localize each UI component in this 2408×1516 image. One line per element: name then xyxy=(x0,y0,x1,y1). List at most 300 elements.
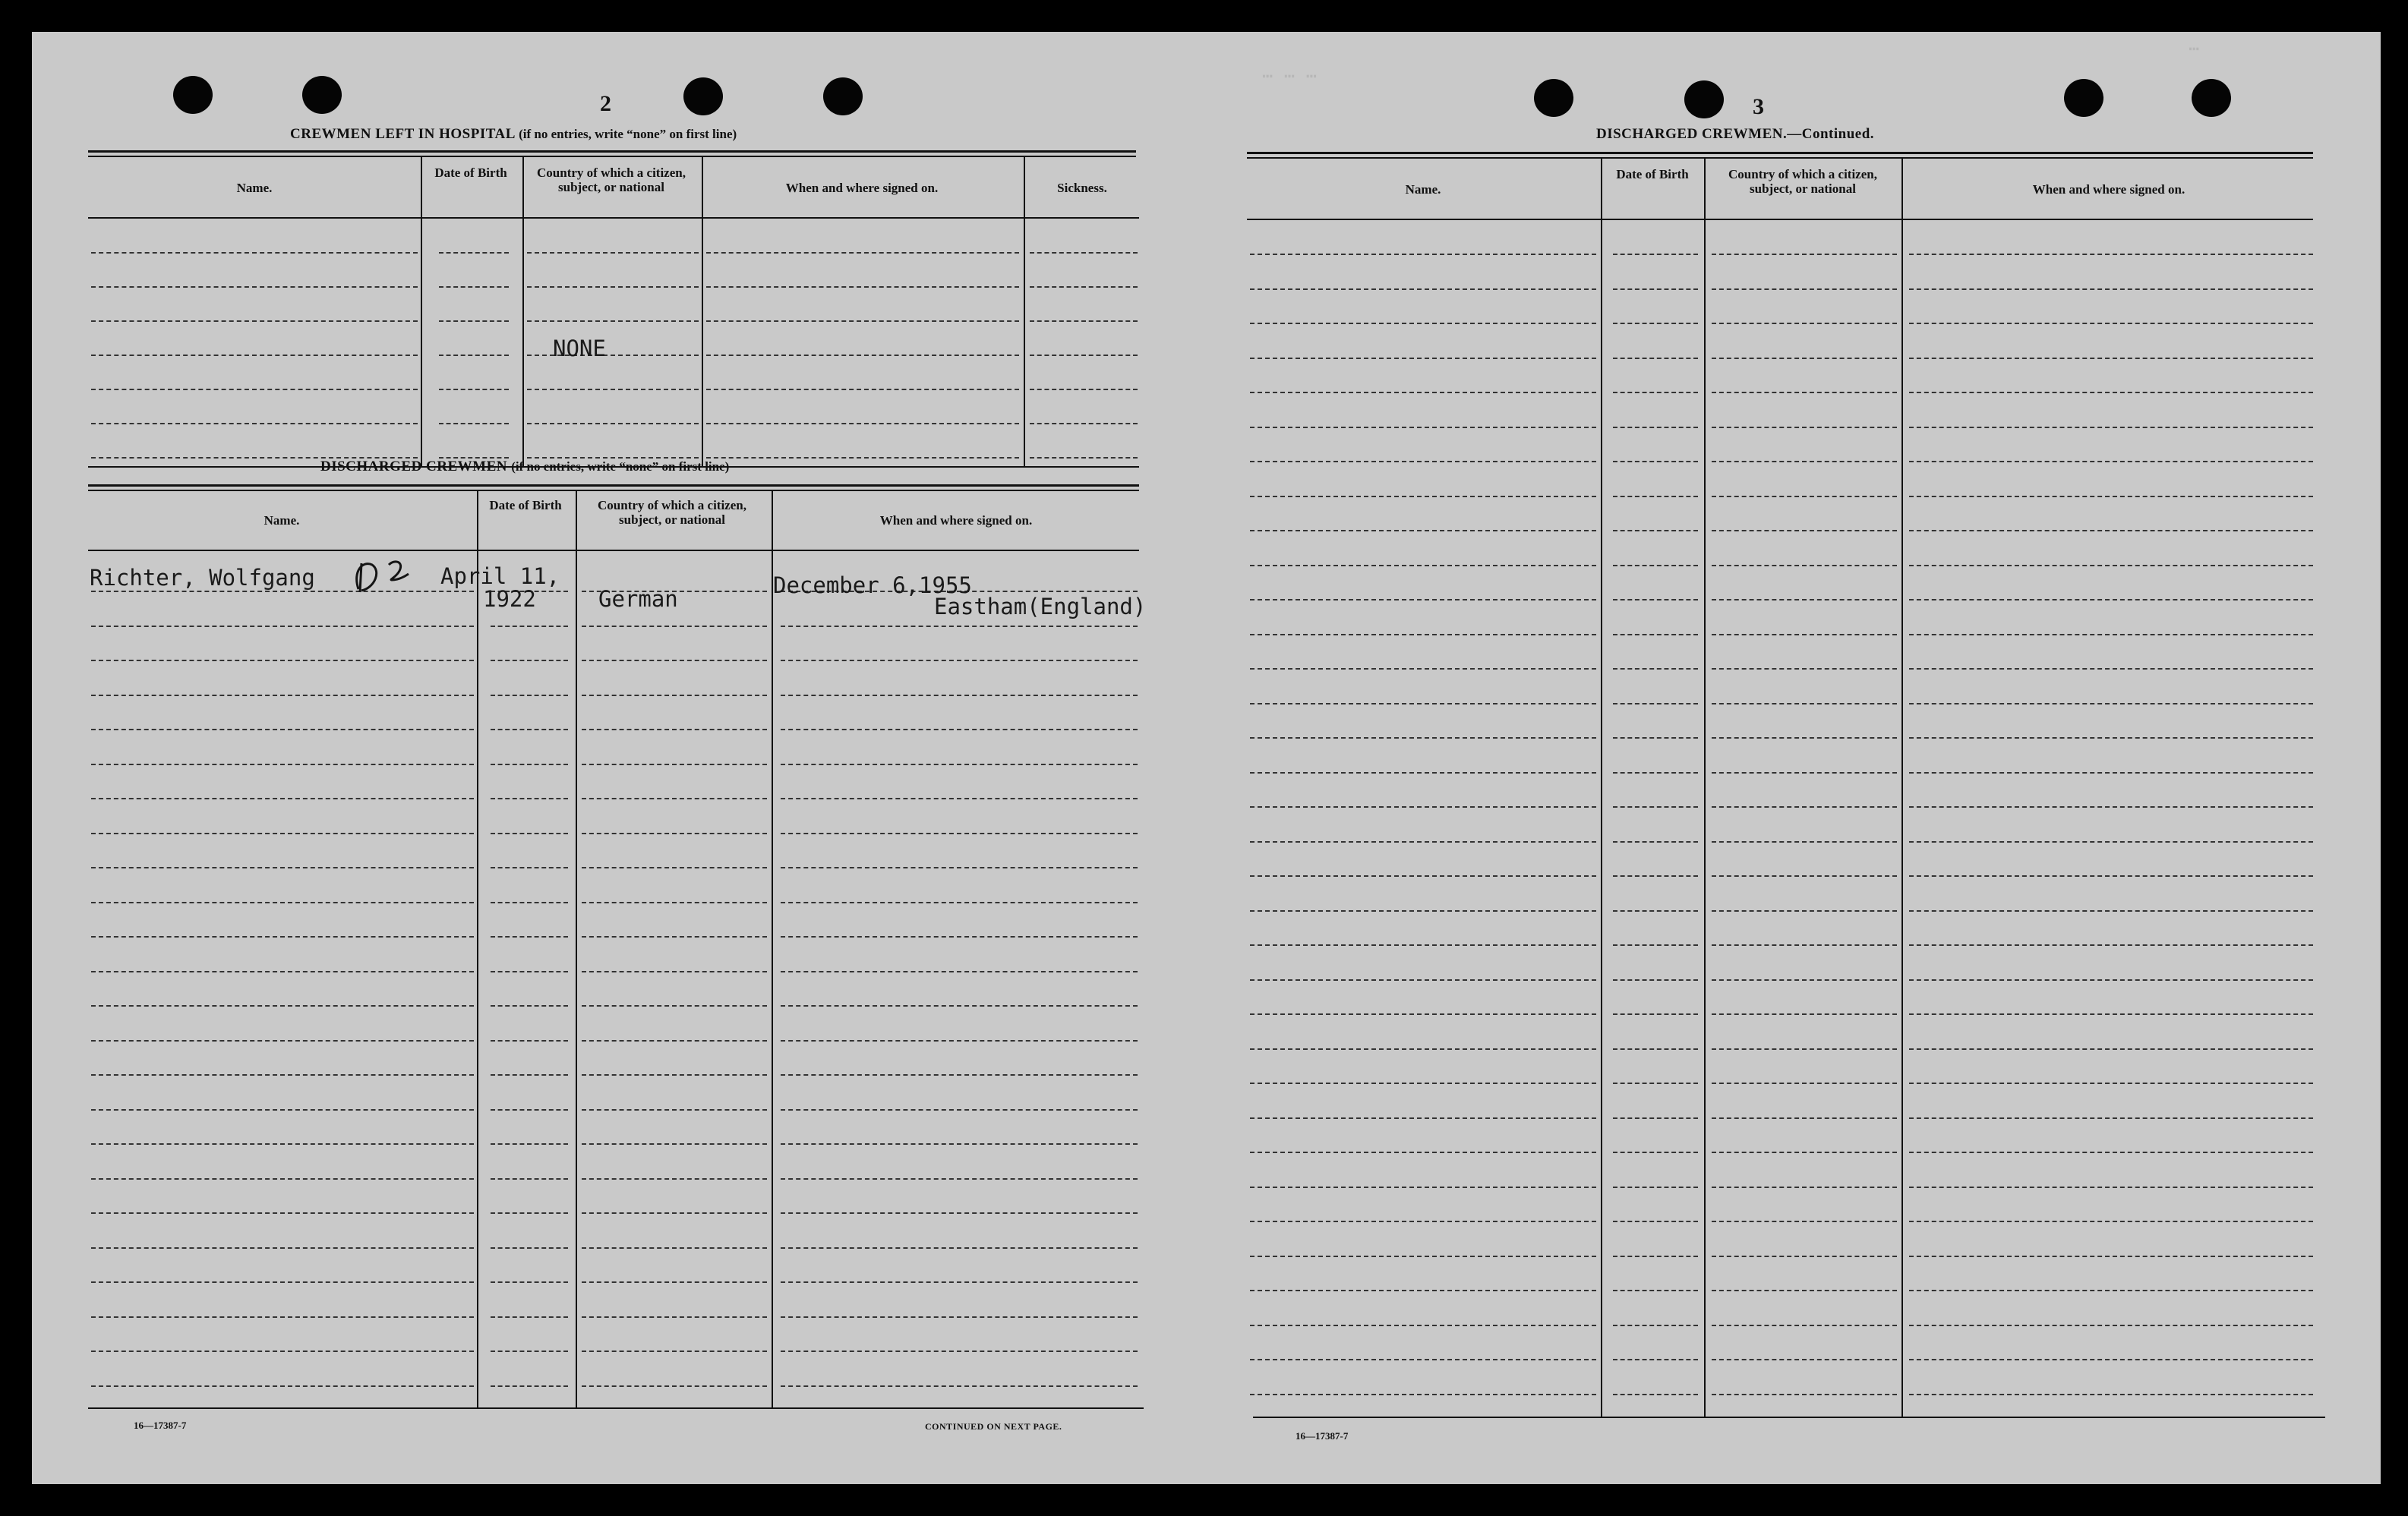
ruled-line xyxy=(1909,668,2313,670)
ruled-line xyxy=(781,833,1138,834)
ruled-line xyxy=(582,1005,767,1007)
ruled-line xyxy=(1613,910,1698,912)
ruled-line xyxy=(491,1247,568,1249)
ruled-line xyxy=(781,971,1138,972)
ruled-line xyxy=(1613,1394,1698,1395)
ruled-line xyxy=(91,252,418,254)
ruled-line xyxy=(1613,1325,1698,1326)
ruled-line xyxy=(1712,703,1897,704)
punch-hole xyxy=(173,76,213,114)
ruled-line xyxy=(439,320,509,322)
ruled-line xyxy=(91,936,474,938)
hospital-col-signed-on: When and where signed on. xyxy=(785,181,939,195)
ruled-line xyxy=(527,286,699,288)
ruled-line xyxy=(1909,427,2313,428)
crewman-signed-on-place: Eastham(England) xyxy=(934,594,1147,619)
ruled-line xyxy=(1250,530,1596,531)
ruled-line xyxy=(1613,565,1698,566)
hospital-none-entry: NONE xyxy=(553,336,606,361)
ruled-line xyxy=(1613,1013,1698,1015)
form-number-right: 16—17387-7 xyxy=(1296,1430,1349,1442)
continued-note: CONTINUED ON NEXT PAGE. xyxy=(925,1421,1062,1432)
page-number-left: 2 xyxy=(600,91,611,116)
ruled-line xyxy=(1030,423,1138,424)
ruled-line xyxy=(1613,358,1698,359)
ruled-line xyxy=(491,1385,568,1387)
ruled-line xyxy=(1909,461,2313,462)
ruled-line xyxy=(582,1385,767,1387)
ruled-line xyxy=(91,971,474,972)
ruled-line xyxy=(1712,668,1897,670)
crewman-signed-on-date: December 6,1955 xyxy=(773,572,972,598)
ruled-line xyxy=(91,355,418,356)
ruled-line xyxy=(706,457,1019,459)
discharged-table-bottom-rule xyxy=(88,1407,1144,1409)
hospital-header-rule xyxy=(88,217,1139,219)
ruled-line xyxy=(582,1109,767,1111)
ruled-line xyxy=(1712,979,1897,981)
ruled-line xyxy=(1909,979,2313,981)
ruled-line xyxy=(491,1005,568,1007)
ruled-line xyxy=(491,902,568,903)
ruled-line xyxy=(1909,1083,2313,1084)
crewman-dob-line2: 1922 xyxy=(483,586,536,612)
ruled-line xyxy=(1250,1187,1596,1188)
right-col-name: Name. xyxy=(1405,182,1441,197)
hospital-col-divider xyxy=(522,156,524,466)
ruled-line xyxy=(91,660,474,661)
ruled-line xyxy=(491,971,568,972)
ruled-line xyxy=(1250,1325,1596,1326)
discharged-table-top-rule xyxy=(88,490,1139,491)
page-number-right: 3 xyxy=(1753,94,1764,119)
ruled-line xyxy=(1250,288,1596,290)
ruled-line xyxy=(1613,634,1698,635)
hospital-col-name: Name. xyxy=(236,181,273,195)
ruled-line xyxy=(1909,599,2313,600)
ruled-line xyxy=(1613,1152,1698,1153)
ruled-line xyxy=(439,423,509,424)
ruled-line xyxy=(1712,737,1897,739)
punch-hole xyxy=(1684,80,1724,118)
right-table-bottom-rule xyxy=(1253,1417,2325,1418)
ruled-line xyxy=(1712,392,1897,393)
ruled-line xyxy=(91,1005,474,1007)
ruled-line xyxy=(1712,875,1897,877)
ruled-line xyxy=(1250,910,1596,912)
ruled-line xyxy=(706,252,1019,254)
ruled-line xyxy=(781,936,1138,938)
ruled-line xyxy=(582,1074,767,1076)
ruled-line xyxy=(1909,358,2313,359)
ruled-line xyxy=(1613,496,1698,497)
ruled-line xyxy=(1250,1152,1596,1153)
ruled-line xyxy=(527,252,699,254)
ruled-line xyxy=(1712,634,1897,635)
hospital-col-dob: Date of Birth xyxy=(434,165,507,180)
discharged-header-rule xyxy=(88,550,1139,551)
ruled-line xyxy=(1250,634,1596,635)
ruled-line xyxy=(91,764,474,765)
document-sheet xyxy=(32,32,2381,1484)
discharged-section-title: DISCHARGED CREWMEN (if no entries, write “none” on first line) xyxy=(320,459,730,474)
ruled-line xyxy=(1909,1048,2313,1050)
hospital-col-divider xyxy=(702,156,703,466)
ruled-line xyxy=(91,1178,474,1180)
discharged-col-divider xyxy=(772,490,773,1407)
bleed-through-marks: ⋯ xyxy=(2189,38,2200,59)
ruled-line xyxy=(1712,1290,1897,1291)
ruled-line xyxy=(1250,1083,1596,1084)
ruled-line xyxy=(1909,1221,2313,1222)
ruled-line xyxy=(491,1316,568,1318)
discharged-col-name: Name. xyxy=(264,513,300,528)
ruled-line xyxy=(1613,461,1698,462)
ruled-line xyxy=(1909,530,2313,531)
ruled-line xyxy=(781,798,1138,799)
ruled-line xyxy=(1030,355,1138,356)
ruled-line xyxy=(582,1212,767,1214)
ruled-line xyxy=(1909,1256,2313,1257)
ruled-line xyxy=(491,1178,568,1180)
ruled-line xyxy=(1250,772,1596,774)
ruled-line xyxy=(1909,496,2313,497)
ruled-line xyxy=(1909,772,2313,774)
ruled-line xyxy=(1030,286,1138,288)
discharged-col-dob: Date of Birth xyxy=(489,498,562,512)
ruled-line xyxy=(1712,1152,1897,1153)
ruled-line xyxy=(781,626,1138,627)
ruled-line xyxy=(781,1143,1138,1145)
ruled-line xyxy=(1030,252,1138,254)
ruled-line xyxy=(1250,1256,1596,1257)
ruled-line xyxy=(1613,703,1698,704)
ruled-line xyxy=(1712,288,1897,290)
ruled-line xyxy=(781,1005,1138,1007)
ruled-line xyxy=(781,1351,1138,1352)
ruled-line xyxy=(1250,392,1596,393)
ruled-line xyxy=(91,1385,474,1387)
ruled-line xyxy=(91,1109,474,1111)
ruled-line xyxy=(1613,392,1698,393)
ruled-line xyxy=(1250,875,1596,877)
ruled-line xyxy=(91,1212,474,1214)
ruled-line xyxy=(582,798,767,799)
ruled-line xyxy=(1250,358,1596,359)
ruled-line xyxy=(582,660,767,661)
ruled-line xyxy=(582,1178,767,1180)
ruled-line xyxy=(439,286,509,288)
ruled-line xyxy=(1030,457,1138,459)
ruled-line xyxy=(1613,427,1698,428)
hospital-section-title: CREWMEN LEFT IN HOSPITAL (if no entries, write “none” on first line) xyxy=(290,126,737,142)
ruled-line xyxy=(582,971,767,972)
ruled-line xyxy=(1909,841,2313,843)
ruled-line xyxy=(91,320,418,322)
ruled-line xyxy=(1613,1117,1698,1119)
ruled-line xyxy=(1712,1359,1897,1360)
right-col-dob: Date of Birth xyxy=(1616,167,1689,181)
ruled-line xyxy=(491,1212,568,1214)
ruled-line xyxy=(1613,772,1698,774)
right-col-divider xyxy=(1601,158,1602,1417)
right-table-top-rule xyxy=(1247,157,2313,159)
ruled-line xyxy=(781,729,1138,730)
ruled-line xyxy=(1250,461,1596,462)
ruled-line xyxy=(1613,1221,1698,1222)
ruled-line xyxy=(1250,323,1596,324)
ruled-line xyxy=(1712,427,1897,428)
ruled-line xyxy=(1712,1394,1897,1395)
ruled-line xyxy=(91,695,474,696)
punch-hole xyxy=(2192,79,2231,117)
ruled-line xyxy=(582,867,767,868)
ruled-line xyxy=(1250,1359,1596,1360)
crewman-country: German xyxy=(598,586,678,612)
ruled-line xyxy=(1712,806,1897,808)
discharged-col-divider xyxy=(576,490,577,1407)
right-header-rule xyxy=(1247,219,2313,220)
right-table-top-rule xyxy=(1247,152,2313,154)
form-number-left: 16—17387-7 xyxy=(134,1420,187,1431)
ruled-line xyxy=(1250,737,1596,739)
ruled-line xyxy=(582,764,767,765)
ruled-line xyxy=(1909,1290,2313,1291)
ruled-line xyxy=(527,389,699,390)
hospital-table-top-rule xyxy=(88,150,1136,153)
ruled-line xyxy=(781,660,1138,661)
ruled-line xyxy=(582,729,767,730)
ruled-line xyxy=(1712,565,1897,566)
ruled-line xyxy=(1250,254,1596,255)
ruled-line xyxy=(91,286,418,288)
right-col-divider xyxy=(1901,158,1903,1417)
ruled-line xyxy=(781,1178,1138,1180)
right-col-signed-on: When and where signed on. xyxy=(2032,182,2186,197)
ruled-line xyxy=(582,833,767,834)
ruled-line xyxy=(582,902,767,903)
punch-hole xyxy=(823,77,863,115)
ruled-line xyxy=(706,389,1019,390)
ruled-line xyxy=(1712,1117,1897,1119)
ruled-line xyxy=(1613,979,1698,981)
ruled-line xyxy=(1613,668,1698,670)
discharged-col-signed-on: When and where signed on. xyxy=(879,513,1033,528)
ruled-line xyxy=(1613,323,1698,324)
ruled-line xyxy=(1712,496,1897,497)
ruled-line xyxy=(1250,703,1596,704)
ruled-line xyxy=(1613,530,1698,531)
ruled-line xyxy=(491,798,568,799)
ruled-line xyxy=(91,729,474,730)
ruled-line xyxy=(1909,1187,2313,1188)
ruled-line xyxy=(439,252,509,254)
ruled-line xyxy=(491,1109,568,1111)
ruled-line xyxy=(491,729,568,730)
ruled-line xyxy=(1712,1013,1897,1015)
punch-hole xyxy=(2064,79,2103,117)
ruled-line xyxy=(1909,288,2313,290)
ruled-line xyxy=(1613,288,1698,290)
ruled-line xyxy=(491,1281,568,1283)
hospital-col-divider xyxy=(421,156,422,466)
discharged-col-divider xyxy=(477,490,478,1407)
ruled-line xyxy=(1613,737,1698,739)
ruled-line xyxy=(582,1040,767,1042)
right-col-country: Country of which a citizen, subject, or national xyxy=(1728,167,1877,196)
ruled-line xyxy=(582,695,767,696)
ruled-line xyxy=(781,1247,1138,1249)
ruled-line xyxy=(1250,1013,1596,1015)
ruled-line xyxy=(582,1143,767,1145)
ruled-line xyxy=(1613,806,1698,808)
ruled-line xyxy=(781,1040,1138,1042)
hospital-col-country: Country of which a citizen, subject, or national xyxy=(537,165,686,194)
ruled-line xyxy=(91,1247,474,1249)
ruled-line xyxy=(1613,1083,1698,1084)
ruled-line xyxy=(1250,599,1596,600)
ruled-line xyxy=(1613,944,1698,946)
ruled-line xyxy=(781,867,1138,868)
ruled-line xyxy=(1613,1048,1698,1050)
ruled-line xyxy=(1250,1048,1596,1050)
ruled-line xyxy=(439,355,509,356)
ruled-line xyxy=(582,936,767,938)
ruled-line xyxy=(1250,841,1596,843)
ruled-line xyxy=(582,1351,767,1352)
ruled-line xyxy=(1909,392,2313,393)
ruled-line xyxy=(582,1281,767,1283)
ruled-line xyxy=(1613,875,1698,877)
ruled-line xyxy=(1250,806,1596,808)
ruled-line xyxy=(781,902,1138,903)
punch-hole xyxy=(1534,79,1573,117)
ruled-line xyxy=(1712,841,1897,843)
ruled-line xyxy=(781,1074,1138,1076)
ruled-line xyxy=(1712,323,1897,324)
ruled-line xyxy=(91,798,474,799)
ruled-line xyxy=(582,626,767,627)
ruled-line xyxy=(491,1143,568,1145)
ruled-line xyxy=(91,867,474,868)
ruled-line xyxy=(1712,772,1897,774)
ruled-line xyxy=(706,423,1019,424)
ruled-line xyxy=(491,1351,568,1352)
ruled-line xyxy=(91,1351,474,1352)
ruled-line xyxy=(1712,1187,1897,1188)
ruled-line xyxy=(1613,254,1698,255)
ruled-line xyxy=(781,1212,1138,1214)
ruled-line xyxy=(1712,1083,1897,1084)
ruled-line xyxy=(91,902,474,903)
ruled-line xyxy=(1712,530,1897,531)
ruled-line xyxy=(1250,496,1596,497)
ruled-line xyxy=(582,1316,767,1318)
ruled-line xyxy=(91,1143,474,1145)
ruled-line xyxy=(1909,737,2313,739)
ruled-line xyxy=(706,286,1019,288)
punch-hole xyxy=(683,77,723,115)
ruled-line xyxy=(491,764,568,765)
ruled-line xyxy=(781,764,1138,765)
ruled-line xyxy=(1712,1221,1897,1222)
discharged-continued-title: DISCHARGED CREWMEN.—Continued. xyxy=(1596,126,1875,142)
ruled-line xyxy=(1909,323,2313,324)
ruled-line xyxy=(1712,461,1897,462)
ruled-line xyxy=(491,660,568,661)
ruled-line xyxy=(1712,358,1897,359)
hospital-col-divider xyxy=(1024,156,1025,466)
ruled-line xyxy=(1250,1290,1596,1291)
crewman-dob-line1: April 11, xyxy=(440,563,560,589)
ruled-line xyxy=(491,833,568,834)
ruled-line xyxy=(91,1040,474,1042)
bleed-through-marks: ⋯ ⋯ ⋯ xyxy=(1262,65,1318,87)
ruled-line xyxy=(527,423,699,424)
ruled-line xyxy=(91,1074,474,1076)
ruled-line xyxy=(781,1316,1138,1318)
ruled-line xyxy=(1909,1394,2313,1395)
ruled-line xyxy=(1909,875,2313,877)
ruled-line xyxy=(1909,910,2313,912)
ruled-line xyxy=(1712,1048,1897,1050)
ruled-line xyxy=(491,1074,568,1076)
ruled-line xyxy=(1250,427,1596,428)
ruled-line xyxy=(91,423,418,424)
ruled-line xyxy=(1613,1187,1698,1188)
ruled-line xyxy=(1712,254,1897,255)
ruled-line xyxy=(1250,979,1596,981)
ruled-line xyxy=(1712,1256,1897,1257)
ruled-line xyxy=(781,1385,1138,1387)
ruled-line xyxy=(491,1040,568,1042)
ruled-line xyxy=(1250,944,1596,946)
ruled-line xyxy=(1712,910,1897,912)
ruled-line xyxy=(1909,944,2313,946)
ruled-line xyxy=(1613,841,1698,843)
ruled-line xyxy=(1909,1013,2313,1015)
ruled-line xyxy=(1909,1325,2313,1326)
ruled-line xyxy=(1030,320,1138,322)
ruled-line xyxy=(1712,944,1897,946)
ruled-line xyxy=(91,626,474,627)
ruled-line xyxy=(1712,1325,1897,1326)
hospital-table-top-rule xyxy=(88,156,1136,157)
ruled-line xyxy=(1250,1221,1596,1222)
ruled-line xyxy=(706,320,1019,322)
ruled-line xyxy=(491,867,568,868)
ruled-line xyxy=(439,389,509,390)
crewman-name: Richter, Wolfgang xyxy=(90,565,315,591)
ruled-line xyxy=(491,695,568,696)
right-col-divider xyxy=(1704,158,1706,1417)
ruled-line xyxy=(91,1316,474,1318)
ruled-line xyxy=(1909,565,2313,566)
ruled-line xyxy=(582,1247,767,1249)
punch-hole xyxy=(302,76,342,114)
ruled-line xyxy=(1909,703,2313,704)
ruled-line xyxy=(1613,1256,1698,1257)
ruled-line xyxy=(1250,565,1596,566)
ruled-line xyxy=(1909,1359,2313,1360)
ruled-line xyxy=(1250,1117,1596,1119)
ruled-line xyxy=(781,1109,1138,1111)
ruled-line xyxy=(1613,599,1698,600)
ruled-line xyxy=(1909,806,2313,808)
ruled-line xyxy=(1250,1394,1596,1395)
ruled-line xyxy=(491,626,568,627)
ruled-line xyxy=(1613,1290,1698,1291)
